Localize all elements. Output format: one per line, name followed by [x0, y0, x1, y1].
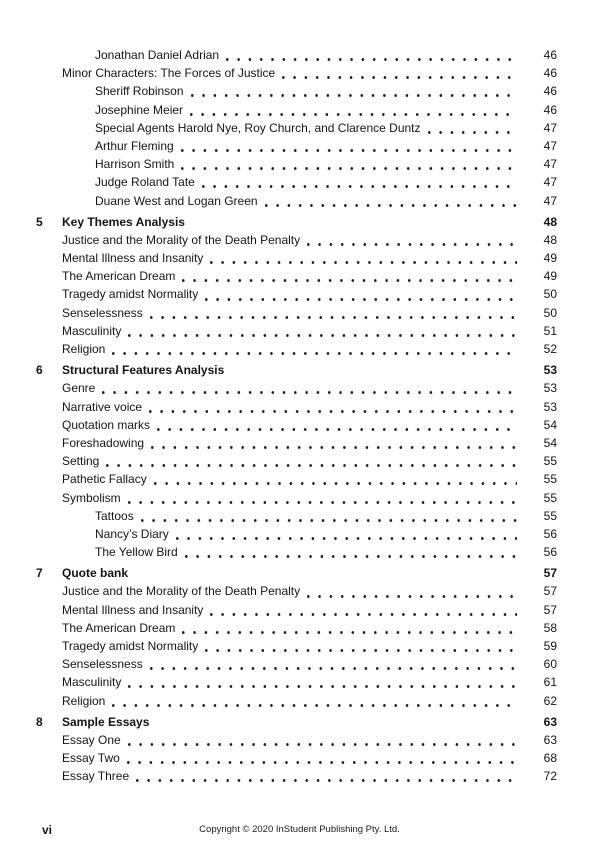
toc-entry[interactable] [0, 213, 557, 231]
toc-entry-label: Sheriff Robinson [95, 84, 184, 99]
toc-entry[interactable] [0, 155, 557, 173]
toc-entry[interactable] [0, 173, 557, 191]
toc-entry-label: Quote bank [62, 566, 129, 581]
toc-page-number: 46 [543, 66, 557, 81]
dot-leader [198, 637, 517, 655]
copyright-notice: Copyright © 2020 InStudent Publishing Pty. Ltd. [199, 824, 400, 835]
toc-entry-label: Senselessness [62, 657, 143, 672]
toc-entry[interactable] [0, 285, 557, 303]
toc-page-number: 52 [543, 342, 557, 356]
dot-leader [142, 398, 517, 416]
page-footer [42, 820, 557, 840]
toc-entry[interactable] [0, 673, 557, 691]
dot-leader [224, 361, 517, 379]
toc-entry[interactable] [0, 543, 557, 561]
dot-leader [175, 619, 517, 637]
toc-entry-label: Special Agents Harold Nye, Roy Church, and Clarence Duntz [95, 120, 421, 135]
toc-page-number: 53 [543, 399, 557, 414]
toc-page-number: 49 [543, 251, 557, 266]
toc-entry[interactable] [0, 619, 557, 637]
chapter-number: 6 [36, 363, 43, 378]
toc-entry[interactable] [0, 601, 557, 619]
dot-leader [121, 322, 517, 340]
toc-page-number: 49 [543, 269, 557, 284]
dot-leader [183, 101, 517, 119]
toc-entry[interactable] [0, 713, 557, 731]
toc-entry[interactable] [0, 749, 557, 767]
chapter-number: 7 [36, 566, 43, 581]
table-of-contents [0, 46, 557, 786]
dot-leader [144, 434, 517, 452]
toc-entry-label: Mental Illness and Insanity [62, 602, 204, 617]
toc-entry-label: Justice and the Morality of the Death Penalty [62, 232, 301, 247]
toc-page-number: 48 [543, 232, 557, 247]
toc-entry-label: Essay Two [62, 751, 120, 766]
dot-leader [121, 673, 517, 691]
toc-entry-label: Minor Characters: The Forces of Justice [62, 66, 276, 81]
toc-page-number: 58 [543, 620, 557, 635]
toc-page-number: 68 [543, 751, 557, 766]
toc-page-number: 46 [543, 102, 557, 117]
dot-leader [178, 543, 517, 561]
toc-entry[interactable] [0, 64, 557, 82]
toc-entry-label: Masculinity [62, 675, 122, 690]
toc-entry-label: Quotation marks [62, 417, 151, 432]
toc-entry[interactable] [0, 267, 557, 285]
toc-page-number: 47 [543, 157, 557, 172]
toc-page-number: 54 [543, 417, 557, 432]
dot-leader [150, 416, 517, 434]
dot-leader [120, 749, 517, 767]
chapter-number: 8 [36, 714, 43, 729]
toc-page-number: 56 [543, 545, 557, 560]
toc-entry[interactable] [0, 525, 557, 543]
toc-entry-label: Key Themes Analysis [62, 214, 185, 229]
toc-page-number: 48 [543, 214, 557, 229]
toc-entry[interactable] [0, 655, 557, 673]
dot-leader [258, 192, 517, 210]
toc-page-number: 59 [543, 639, 557, 653]
toc-entry-label: Tattoos [95, 508, 134, 523]
toc-entry[interactable] [0, 582, 557, 600]
dot-leader [175, 267, 517, 285]
chapter-number: 5 [36, 214, 43, 229]
toc-page-number: 56 [543, 526, 557, 541]
toc-entry-label: The Yellow Bird [95, 545, 178, 560]
toc-page-number: 51 [543, 323, 557, 338]
toc-page-number: 55 [543, 490, 557, 505]
toc-page-number: 63 [543, 732, 557, 747]
toc-entry-label: Symbolism [62, 490, 121, 505]
toc-entry[interactable] [0, 731, 557, 749]
dot-leader [129, 767, 517, 785]
dot-leader [128, 564, 517, 582]
toc-entry[interactable] [0, 452, 557, 470]
dot-leader [300, 231, 517, 249]
toc-entry-label: Foreshadowing [62, 435, 145, 450]
toc-entry-label: Setting [62, 454, 100, 469]
toc-entry-label: Jonathan Daniel Adrian [95, 48, 220, 62]
toc-page-number: 53 [543, 381, 557, 396]
dot-leader [203, 249, 517, 267]
toc-entry-label: Essay Three [62, 769, 130, 784]
dot-leader [149, 713, 517, 731]
toc-entry-label: Josephine Meier [95, 102, 184, 117]
toc-entry[interactable] [0, 767, 557, 785]
toc-entry-label: Duane West and Logan Green [95, 193, 258, 208]
toc-page-number: 47 [543, 138, 557, 153]
toc-entry[interactable] [0, 322, 557, 340]
toc-entry-label: Judge Roland Tate [95, 175, 195, 190]
dot-leader [121, 489, 517, 507]
toc-entry[interactable] [0, 434, 557, 452]
toc-page-number: 55 [543, 472, 557, 487]
toc-page-number: 54 [543, 435, 557, 450]
dot-leader [203, 601, 517, 619]
toc-entry[interactable] [0, 507, 557, 525]
toc-entry[interactable] [0, 340, 557, 358]
toc-page-number: 53 [543, 363, 557, 378]
folio-page-number: vi [42, 823, 53, 837]
toc-page-number: 50 [543, 305, 557, 320]
toc-entry-label: The American Dream [62, 269, 176, 284]
dot-leader [147, 470, 517, 488]
toc-page-number: 50 [543, 287, 557, 302]
dot-leader [105, 692, 517, 710]
toc-entry[interactable] [0, 119, 557, 137]
toc-entry[interactable] [0, 82, 557, 100]
toc-page-number: 47 [543, 193, 557, 208]
toc-page-number: 72 [543, 769, 557, 784]
toc-entry[interactable] [0, 637, 557, 655]
dot-leader [300, 582, 517, 600]
dot-leader [198, 285, 517, 303]
toc-entry-label: Justice and the Morality of the Death Penalty [62, 584, 301, 599]
toc-entry-label: Senselessness [62, 305, 143, 320]
toc-entry[interactable] [0, 361, 557, 379]
toc-entry[interactable] [0, 137, 557, 155]
dot-leader [421, 119, 518, 137]
toc-page-number: 57 [543, 602, 557, 617]
dot-leader [143, 655, 517, 673]
toc-entry-label: Masculinity [62, 323, 122, 338]
toc-entry-label: Religion [62, 693, 106, 708]
toc-entry-label: Tragedy amidst Normality [62, 639, 199, 653]
toc-page-number: 63 [543, 714, 557, 729]
dot-leader [275, 64, 517, 82]
toc-entry-label: Harrison Smith [95, 157, 175, 172]
dot-leader [99, 452, 517, 470]
toc-entry-label: Nancy’s Diary [95, 526, 169, 541]
toc-entry[interactable] [0, 692, 557, 710]
toc-entry[interactable] [0, 231, 557, 249]
toc-entry-label: Arthur Fleming [95, 138, 174, 153]
toc-entry[interactable] [0, 249, 557, 267]
dot-leader [95, 379, 517, 397]
toc-entry[interactable] [0, 192, 557, 210]
toc-entry[interactable] [0, 470, 557, 488]
toc-entry[interactable] [0, 398, 557, 416]
dot-leader [134, 507, 517, 525]
dot-leader [185, 213, 517, 231]
toc-page-number: 62 [543, 693, 557, 708]
toc-entry[interactable] [0, 564, 557, 582]
dot-leader [143, 304, 517, 322]
toc-entry-label: Essay One [62, 732, 121, 747]
toc-page-number: 46 [543, 84, 557, 99]
toc-entry-label: Narrative voice [62, 399, 143, 414]
toc-entry-label: Genre [62, 381, 96, 396]
dot-leader [184, 82, 518, 100]
dot-leader [121, 731, 517, 749]
toc-entry-label: Mental Illness and Insanity [62, 251, 204, 266]
toc-entry-label: Pathetic Fallacy [62, 472, 147, 487]
toc-entry[interactable] [0, 304, 557, 322]
dot-leader [219, 46, 517, 64]
toc-entry[interactable] [0, 416, 557, 434]
dot-leader [169, 525, 517, 543]
dot-leader [174, 155, 517, 173]
toc-entry-label: Religion [62, 342, 106, 356]
toc-entry-label: Tragedy amidst Normality [62, 287, 199, 302]
toc-entry-label: Sample Essays [62, 714, 150, 729]
toc-entry[interactable] [0, 46, 557, 64]
toc-page-number: 55 [543, 508, 557, 523]
toc-page-number: 57 [543, 566, 557, 581]
toc-page-number: 61 [543, 675, 557, 690]
dot-leader [174, 137, 517, 155]
dot-leader [105, 340, 517, 358]
toc-page-number: 47 [543, 175, 557, 190]
toc-page-number: 46 [543, 48, 557, 62]
toc-entry[interactable] [0, 489, 557, 507]
toc-entry-label: Structural Features Analysis [62, 363, 225, 378]
toc-page-number: 57 [543, 584, 557, 599]
toc-page-number: 55 [543, 454, 557, 469]
toc-entry[interactable] [0, 101, 557, 119]
toc-entry[interactable] [0, 379, 557, 397]
toc-page-number: 47 [543, 120, 557, 135]
toc-page-number: 60 [543, 657, 557, 672]
dot-leader [195, 173, 517, 191]
toc-entry-label: The American Dream [62, 620, 176, 635]
